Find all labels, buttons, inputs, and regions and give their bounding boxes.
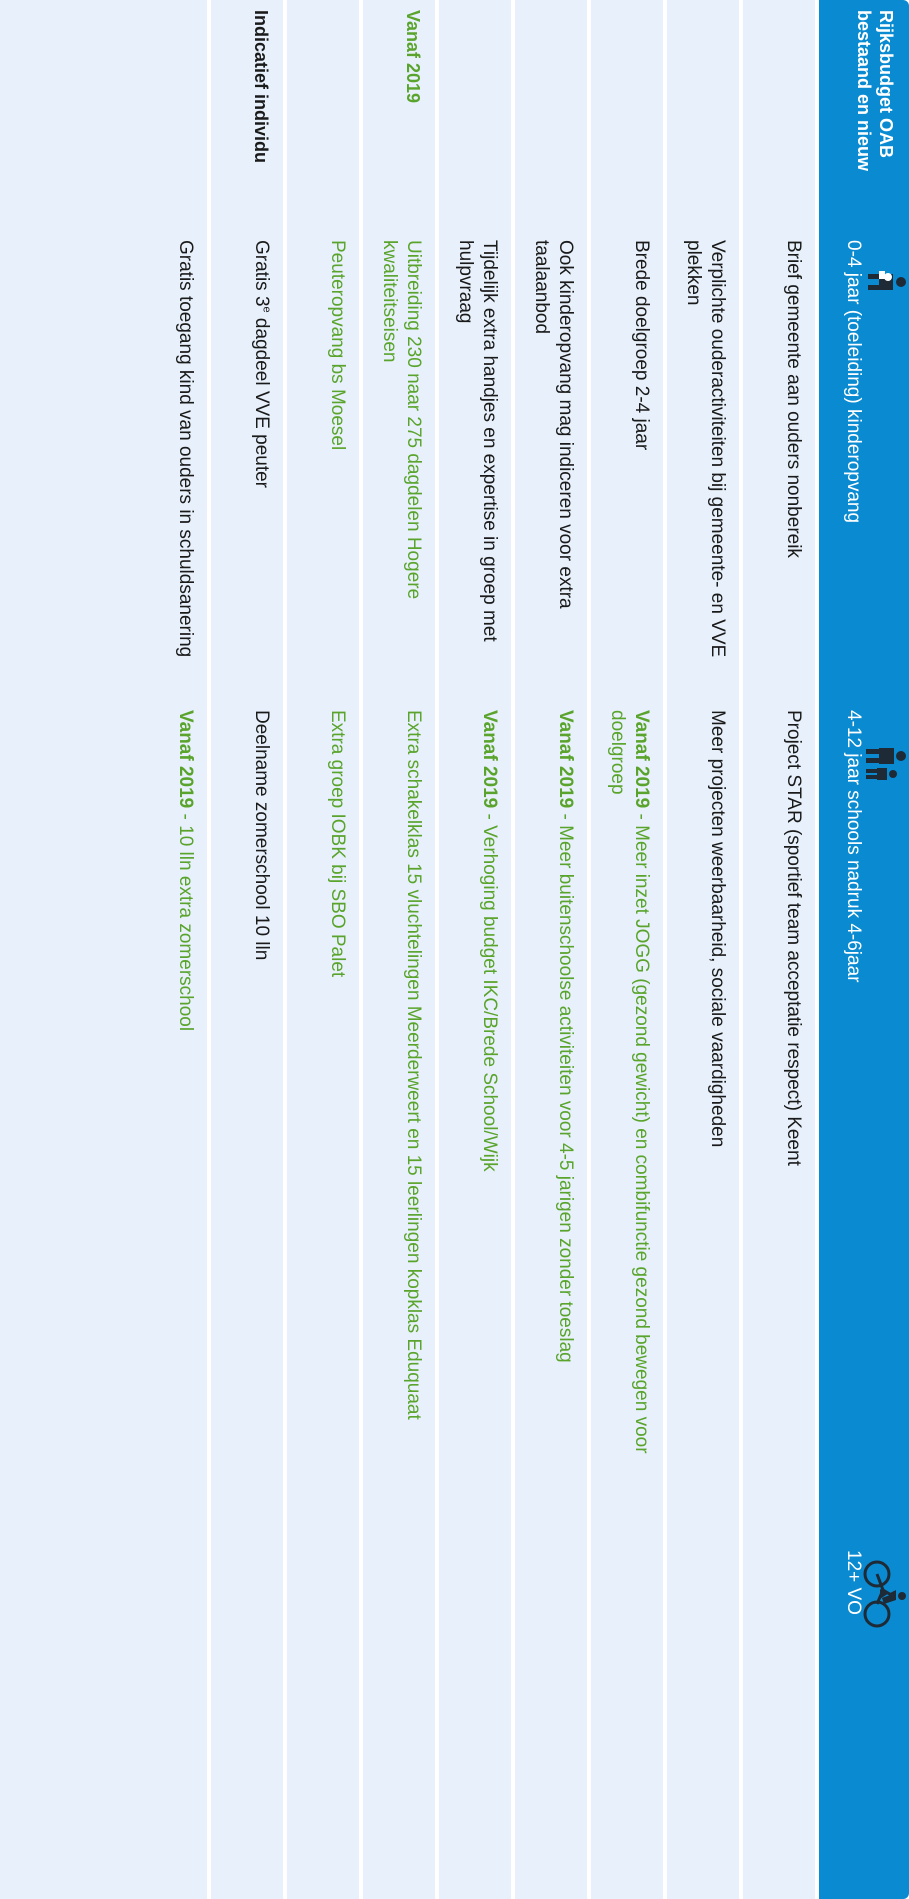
table-row <box>363 0 435 1899</box>
row-cell-4-12 <box>605 700 663 1540</box>
parent-with-child-icon <box>867 260 907 304</box>
table-row <box>287 0 359 1899</box>
row-label: Indicatief individu <box>251 10 271 164</box>
row-cell-0-4: Verplichte ouderactiviteiten bij gemeente- en VVE plekken <box>683 240 728 658</box>
table-header <box>819 0 909 1899</box>
header-col1-label: 0-4 jaar (toeleiding) kinderopvang <box>843 240 864 524</box>
row-cell-0-4: Uitbreiding 230 naar 275 dagdelen Hogere kwaliteitseisen <box>379 240 424 600</box>
table-row <box>743 0 815 1899</box>
row-cell-4-12: Extra groep IOBK bij SBO Palet <box>327 710 348 978</box>
header-title-line1: Rijksbudget OAB <box>876 10 896 159</box>
row-label: Vanaf 2019 <box>403 10 423 104</box>
table-row <box>439 0 511 1899</box>
row-cell-text: 10 lln extra zomerschool <box>175 825 196 1032</box>
row-cell-text: dagdeel VVE peuter <box>251 312 272 489</box>
row-cell-0-4: Peuteropvang bs Moesel <box>327 240 348 451</box>
separator: - <box>175 808 196 826</box>
cyclist-icon <box>863 1560 907 1630</box>
row-cell-4-12: Deelname zomerschool 10 lln <box>251 710 272 961</box>
header-col-12plus <box>841 1540 909 1899</box>
table-row <box>0 0 207 1899</box>
table-row <box>667 0 739 1899</box>
vanaf-2019-label: Vanaf 2019 <box>555 710 576 809</box>
table-row <box>211 0 283 1899</box>
vanaf-2019-label: Vanaf 2019 <box>175 710 196 809</box>
header-col-0-4 <box>841 230 909 700</box>
row-cell-text: Gratis 3 <box>251 240 272 307</box>
row-cell-4-12: Project STAR (sportief team acceptatie respect) Keent <box>783 710 804 1166</box>
header-col-4-12 <box>841 700 909 1540</box>
header-title <box>853 0 909 230</box>
row-cell-4-12: Extra schakelklas 15 vluchtelingen Meerderweert en 15 leerlingen kopklas Eduquaat <box>403 710 424 1420</box>
row-cell-0-4: Tijdelijk extra handjes en expertise in groep met hulpvraag <box>455 240 500 642</box>
row-cell-4-12 <box>477 700 511 1540</box>
row-cell-text: Meer buitenschoolse activiteiten voor 4-5 jarigen zonder toeslag <box>555 825 576 1363</box>
row-cell-0-4 <box>249 230 283 700</box>
row-cell-4-12 <box>173 700 207 1540</box>
vanaf-2019-label: Vanaf 2019 <box>631 710 652 809</box>
row-cell-4-12: Meer projecten weerbaarheid, sociale vaardigheden <box>707 710 728 1148</box>
separator: - <box>555 808 576 826</box>
adult-with-child-icon <box>865 738 907 788</box>
header-title-line2: bestaand en nieuw <box>854 10 874 172</box>
row-cell-text: Verhoging budget IKC/Brede School/Wijk <box>479 825 500 1172</box>
separator: - <box>631 808 652 826</box>
row-cell-0-4: Brede doelgroep 2-4 jaar <box>631 240 652 451</box>
header-col3-label: 12+ VO <box>843 1550 864 1615</box>
table-row <box>515 0 587 1899</box>
separator: - <box>479 808 500 826</box>
ordinal-superscript: e <box>260 306 273 313</box>
vanaf-2019-label: Vanaf 2019 <box>479 710 500 809</box>
row-cell-text: Meer inzet JOGG (gezond gewicht) en combifunctie gezond bewegen voor doelgroep <box>607 710 652 1454</box>
row-cell-0-4: Ook kinderopvang mag indiceren voor extra taalaanbod <box>531 240 576 609</box>
header-col2-label: 4-12 jaar schools nadruk 4-6jaar <box>843 710 864 983</box>
row-cell-0-4: Gratis toegang kind van ouders in schuldsanering <box>175 240 196 658</box>
row-cell-0-4: Brief gemeente aan ouders nonbereik <box>783 240 804 558</box>
row-cell-4-12 <box>553 700 587 1540</box>
table-row <box>591 0 663 1899</box>
